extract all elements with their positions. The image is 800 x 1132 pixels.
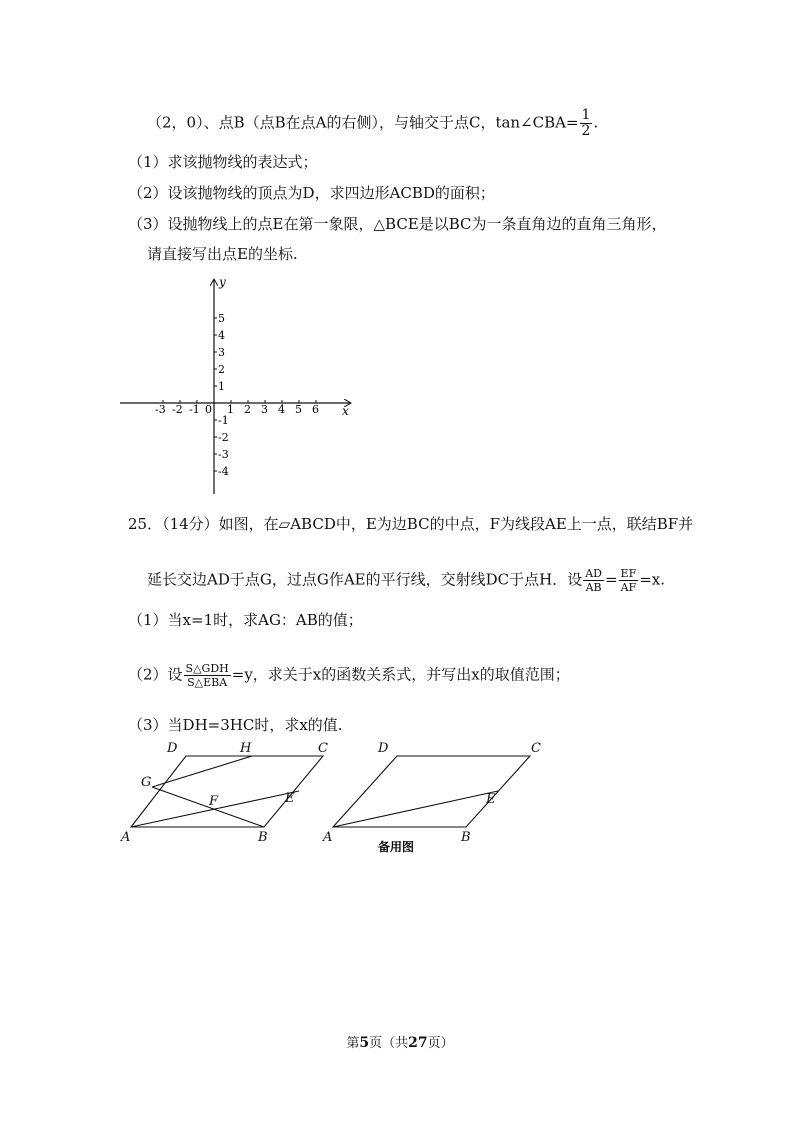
spare-figure-caption: 备用图 xyxy=(378,840,415,854)
problem24-line1 xyxy=(147,108,598,139)
x-tick-label: 5 xyxy=(295,403,302,416)
y-tick-label: 5 xyxy=(218,312,225,325)
tan-fraction xyxy=(580,108,593,139)
y-tick-label: 4 xyxy=(218,329,225,342)
coordinate-axes xyxy=(110,272,370,500)
label-b-spare: B xyxy=(461,830,471,845)
label-b: B xyxy=(258,830,268,845)
x-tick-label: -3 xyxy=(155,403,166,416)
label-a-spare: A xyxy=(323,830,333,845)
x-tick-label: -2 xyxy=(172,403,183,416)
problem25-line2-text: 延长交边AD于点G，过点G作AE的平行线，交射线DC于点H．设 xyxy=(147,570,583,589)
ad-ab-numerator: AD xyxy=(585,567,602,580)
problem25-q2 xyxy=(128,662,570,689)
problem25-line2 xyxy=(147,567,665,594)
problem25-q1: （1）当x=1时，求AG：AB的值； xyxy=(128,611,363,629)
label-e-spare: E xyxy=(486,792,496,807)
page-footer xyxy=(0,1032,800,1051)
label-h: H xyxy=(240,741,252,756)
y-axis-label: y xyxy=(219,275,226,289)
ad-ab-fraction xyxy=(583,567,604,594)
x-tick-label: 2 xyxy=(244,403,251,416)
area-ratio-numerator: S△GDH xyxy=(185,662,229,675)
ef-af-numerator: EF xyxy=(620,567,637,580)
label-d-spare: D xyxy=(378,741,389,756)
segment-gh xyxy=(152,756,252,787)
footer-post: 页） xyxy=(427,1036,454,1051)
problem24-line1-text: （2，0）、点B（点B在点A的右侧），与轴交于点C，tan∠CBA= xyxy=(147,113,579,132)
tan-fraction-denominator: 2 xyxy=(581,123,591,139)
problem25-q2-end: =y，求关于x的函数关系式，并写出x的取值范围； xyxy=(231,665,570,684)
label-c-spare: C xyxy=(531,741,541,756)
problem25-q3: （3）当DH=3HC时，求x的值. xyxy=(128,716,343,734)
problem25-line2-end: =x. xyxy=(639,570,666,589)
problem24-line1-end: . xyxy=(593,113,599,132)
footer-mid: 页（共 xyxy=(369,1036,409,1051)
label-e: E xyxy=(285,791,295,806)
y-tick-label: 3 xyxy=(218,346,225,359)
equals-sign: = xyxy=(604,570,618,589)
problem25-q2-text: （2）设 xyxy=(128,665,183,684)
ef-af-fraction xyxy=(619,567,639,594)
x-tick-label: 4 xyxy=(278,403,285,416)
segment-ae-spare xyxy=(333,791,498,827)
y-tick-label: 2 xyxy=(218,363,225,376)
problem24-q1: （1）求该抛物线的表达式； xyxy=(128,153,318,171)
tan-fraction-numerator: 1 xyxy=(581,107,591,123)
origin-label: 0 xyxy=(205,403,212,416)
x-tick-label: -1 xyxy=(189,403,200,416)
ef-af-denominator: AF xyxy=(620,581,637,594)
label-f: F xyxy=(209,794,219,809)
label-g: G xyxy=(141,775,152,790)
parallelogram-abcd-spare xyxy=(333,756,530,827)
x-tick-label: 6 xyxy=(312,403,319,416)
y-tick-label: 1 xyxy=(218,380,225,393)
footer-total-pages: 27 xyxy=(408,1035,428,1051)
footer-pre: 第 xyxy=(346,1036,360,1051)
y-tick-label: -4 xyxy=(218,465,229,478)
x-tick-label: 1 xyxy=(227,403,234,416)
footer-page-number: 5 xyxy=(359,1035,370,1051)
parallelogram-figure-main xyxy=(115,738,333,848)
label-d: D xyxy=(167,741,178,756)
problem24-q2: （2）设该抛物线的顶点为D，求四边形ACBD的面积； xyxy=(128,184,495,202)
parallelogram-figure-spare xyxy=(318,738,553,858)
ad-ab-denominator: AB xyxy=(585,581,602,594)
problem24-q3-line2: 请直接写出点E的坐标. xyxy=(147,245,298,263)
segment-bg xyxy=(152,787,264,827)
problem24-q3-line1: （3）设抛物线上的点E在第一象限，△BCE是以BC为一条直角边的直角三角形， xyxy=(128,215,667,233)
label-a: A xyxy=(121,830,131,845)
label-c: C xyxy=(318,741,328,756)
x-tick-label: 3 xyxy=(261,403,268,416)
y-tick-label: -1 xyxy=(218,414,229,427)
area-ratio-fraction xyxy=(184,662,231,689)
y-tick-label: -3 xyxy=(218,448,229,461)
y-tick-label: -2 xyxy=(218,431,229,444)
area-ratio-denominator: S△EBA xyxy=(187,676,228,689)
x-axis-label: x xyxy=(342,404,349,418)
problem25-line1: 25．（14分）如图，在▱ABCD中，E为边BC的中点，F为线段AE上一点，联结BF并 xyxy=(128,515,694,533)
